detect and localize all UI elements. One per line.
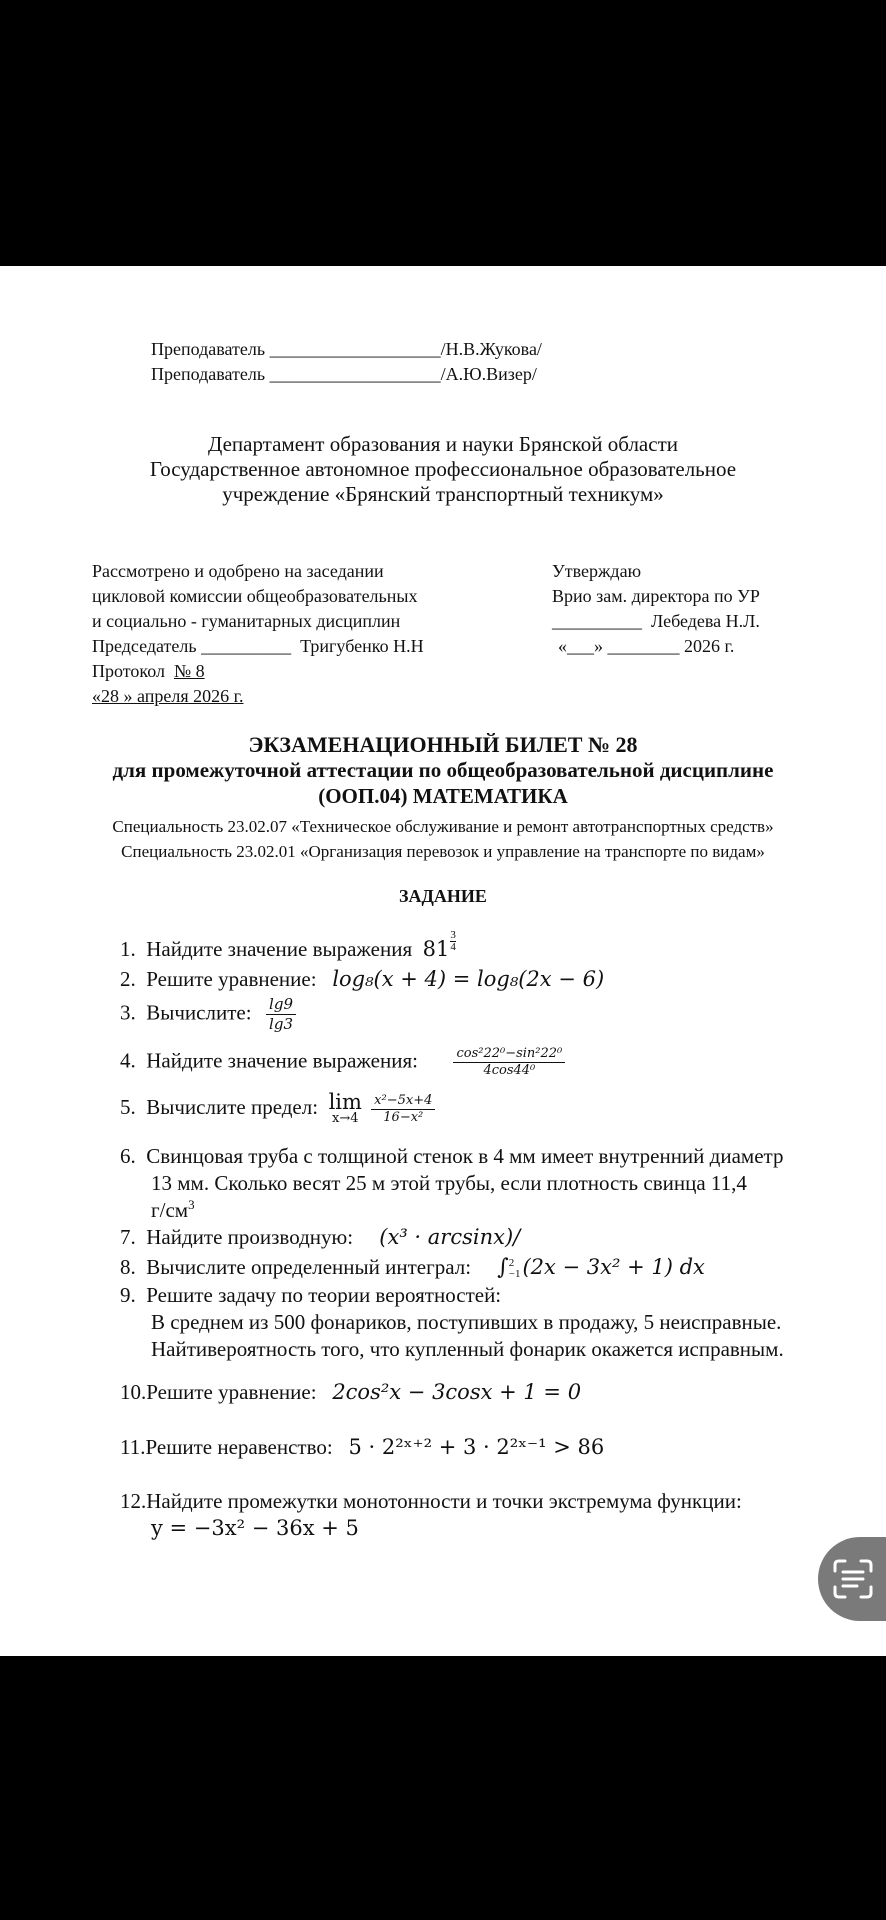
- task-11: 11.Решите неравенство: 5 · 2²ˣ⁺² + 3 · 2²ˣ⁻¹ > 86: [120, 1435, 605, 1459]
- ticket-title: ЭКЗАМЕНАЦИОННЫЙ БИЛЕТ № 28: [248, 732, 638, 757]
- teacher-signature-2: Преподаватель ___________________/А.Ю.Визер/: [151, 364, 537, 384]
- task-9: 9. Решите задачу по теории вероятностей: В среднем из 500 фонариков, поступивших в продажу, 5 неисправные. Найтивероятность того, что купленный фонарик окажется исправным.: [120, 1283, 784, 1361]
- task-4: 4. Найдите значение выражения: $\frac{\text{cos²22⁰−sin²22⁰}}{\text{4cos44⁰}}$: [120, 1046, 569, 1079]
- ticket-subtitle: для промежуточной аттестации по общеобразовательной дисциплине: [112, 758, 774, 782]
- ticket-discipline: (ООП.04) МАТЕМАТИКА: [318, 784, 568, 808]
- task-6: 6. Свинцовая труба с толщиной стенок в 4 мм имеет внутренний диаметр 13 мм. Сколько весят 25 м этой трубы, если плотность свинца 11,4 $г/см^3$: [120, 1144, 784, 1222]
- approval-left-line-2: цикловой комиссии общеобразовательных: [92, 586, 418, 606]
- task-10: 10.Решите уравнение: 2cos²x − 3cosx + 1 = 0: [120, 1380, 582, 1404]
- task-7: 7. Найдите производную: (x³ · arcsinx)/: [120, 1225, 521, 1249]
- task-heading: ЗАДАНИЕ: [399, 886, 487, 906]
- specialty-1: Специальность 23.02.07 «Техническое обслуживание и ремонт автотранспортных средств»: [112, 817, 774, 836]
- approval-left-line-1: Рассмотрено и одобрено на заседании: [92, 561, 384, 581]
- task-3: 3. Вычислите: $\frac{\lg 9}{\lg 3}$: [120, 995, 300, 1034]
- specialty-2: Специальность 23.02.01 «Организация перевозок и управление на транспорте по видам»: [121, 842, 765, 861]
- protocol-date: «28 » апреля 2026 г.: [92, 686, 244, 706]
- approval-right-line-1: Утверждаю: [552, 561, 642, 581]
- task-2: 2. Решите уравнение: log₈(x + 4) = log₈(2x − 6): [120, 967, 605, 991]
- task-5: 5. Вычислите предел: lim x→4 $\frac{\text{x²−5x+4}}{\text{16−x²}}$: [120, 1092, 439, 1126]
- task-12: 12.Найдите промежутки монотонности и точки экстремума функции: y = −3x² − 36x + 5: [120, 1489, 742, 1540]
- document-page: [0, 266, 886, 1656]
- approval-left-line-3: и социально - гуманитарных дисциплин: [92, 611, 401, 631]
- teacher-signature-1: Преподаватель ___________________/Н.В.Жукова/: [151, 339, 542, 359]
- institution-line-3: учреждение «Брянский транспортный техникум»: [222, 482, 664, 506]
- institution-line-1: Департамент образования и науки Брянской области: [207, 432, 678, 456]
- task-8: 8. Вычислите определенный интеграл: ∫ 2 −1 (2x − 3x² + 1) dx: [120, 1255, 705, 1281]
- approval-right-date: «___» ________ 2026 г.: [558, 636, 735, 656]
- approval-right-line-2: Врио зам. директора по УР: [552, 586, 760, 606]
- text-scan-icon: [831, 1557, 875, 1601]
- institution-line-2: Государственное автономное профессиональное образовательное: [149, 457, 737, 481]
- approval-right-signature: __________ Лебедева Н.Л.: [552, 611, 760, 631]
- committee-chair: Председатель __________ Тригубенко Н.Н: [92, 636, 424, 656]
- protocol-number: Протокол № 8: [92, 661, 205, 681]
- task-1: 1. Найдите значение выражения 81 $\frac{3}{4}$: [120, 929, 456, 961]
